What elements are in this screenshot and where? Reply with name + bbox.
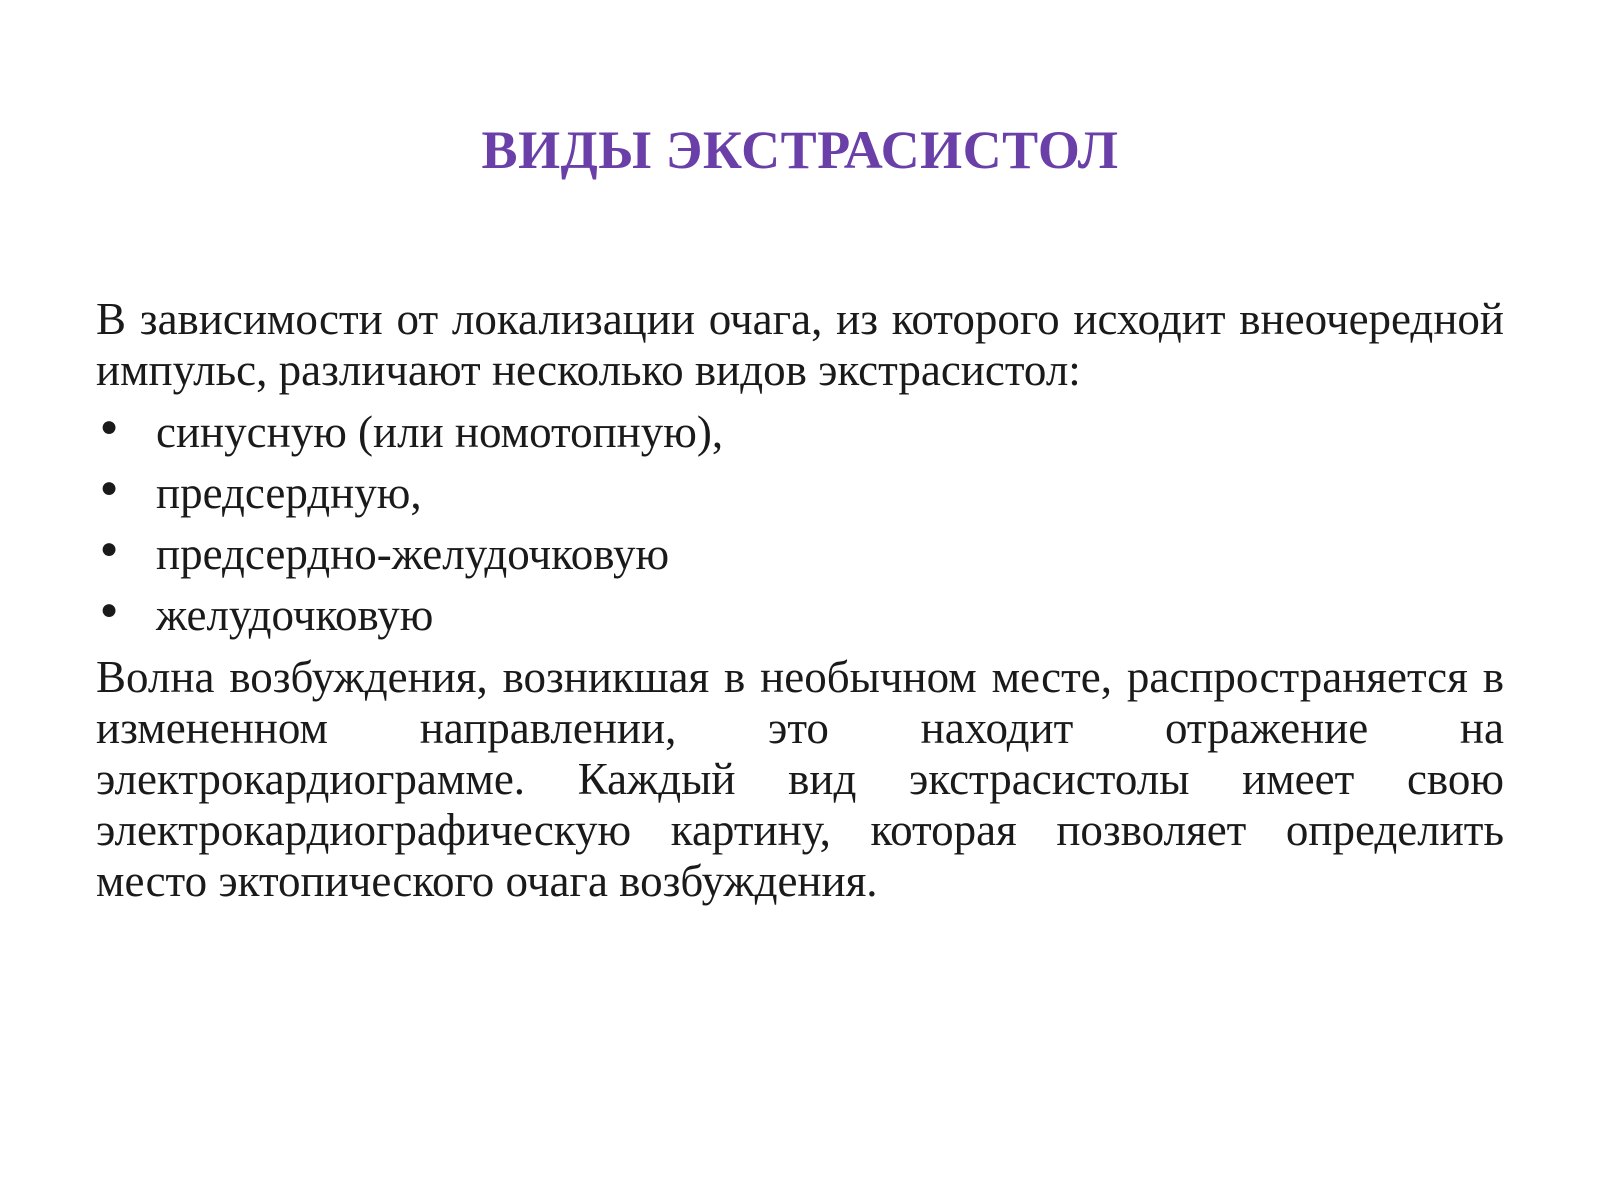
bullet-list [96, 402, 1504, 646]
bullet-icon: ● [100, 532, 119, 565]
intro-paragraph: В зависимости от локализации очага, из которого исходит внеочередной импульс, различают несколько видов экстрасистол: [96, 294, 1504, 395]
list-item [96, 463, 1504, 524]
bullet-text: предсердно-желудочковую [156, 529, 670, 579]
slide-body [96, 294, 1504, 907]
list-item [96, 402, 1504, 463]
list-item [96, 585, 1504, 646]
list-item [96, 524, 1504, 585]
bullet-icon: ● [100, 471, 119, 504]
slide-title: ВИДЫ ЭКСТРАСИСТОЛ [481, 120, 1119, 180]
bullet-icon: ● [100, 593, 119, 626]
bullet-text: предсердную, [156, 468, 422, 518]
bullet-text: синусную (или номотопную), [156, 407, 724, 457]
bullet-text: желудочковую [156, 590, 434, 640]
bullet-icon: ● [100, 410, 119, 443]
conclusion-paragraph: Волна возбуждения, возникшая в необычном месте, распространяется в измененном направлении, это находит отражение на электрокардиограмме. Каждый вид экстрасистолы имеет свою электрокардиографическую картину, которая позволяет определить место эктопического очага возбуждения. [96, 652, 1504, 906]
